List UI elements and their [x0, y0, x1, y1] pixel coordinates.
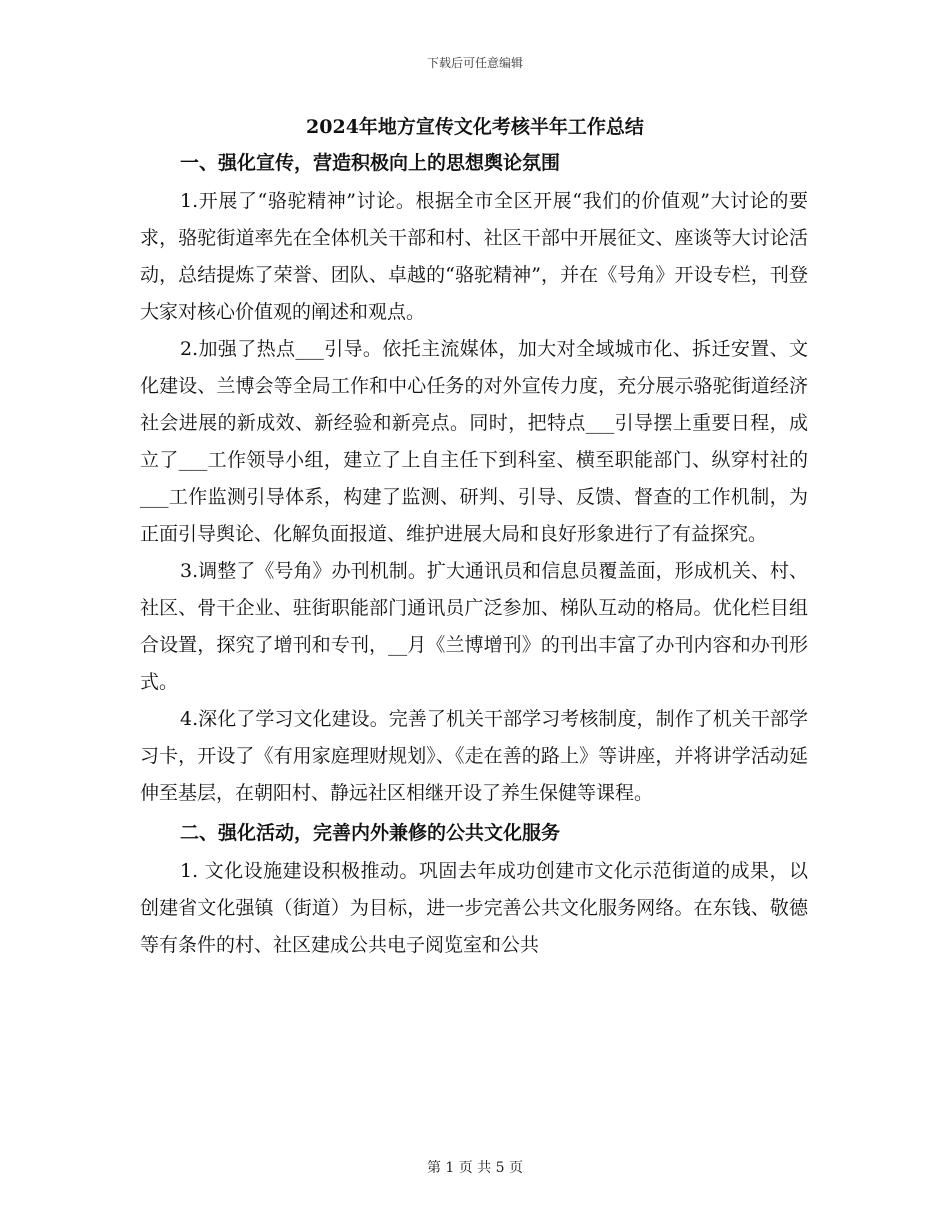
page-number: 第 1 页 共 5 页: [426, 1160, 524, 1176]
document-body: [140, 146, 808, 964]
paragraph: 1.开展了“骆驼精神”讨论。根据全市全区开展“我们的价值观”大讨论的要求，骆驼街道率先在全体机关干部和村、社区干部中开展征文、座谈等大讨论活动，总结提炼了荣誉、团队、卓越的“骆驼精神”，并在《号角》开设专栏，刊登大家对核心价值观的阐述和观点。: [140, 190, 808, 323]
paragraph: 3.调整了《号角》办刊机制。扩大通讯员和信息员覆盖面，形成机关、村、社区、骨干企业、驻街职能部门通讯员广泛参加、梯队互动的格局。优化栏目组合设置，探究了增刊和专刊，__月《兰博增刊》的刊出丰富了办刊内容和办刊形式。: [140, 560, 808, 693]
section-1: [140, 146, 808, 812]
section-heading: 二、强化活动，完善内外兼修的公共文化服务: [180, 822, 561, 844]
paragraph: 2.加强了热点___引导。依托主流媒体，加大对全域城市化、拆迁安置、文化建设、兰博会等全局工作和中心任务的对外宣传力度，充分展示骆驼街道经济社会进展的新成效、新经验和新亮点。同时，把特点___引导摆上重要日程，成立了___工作领导小组，建立了上自主任下到科室、横至职能部门、纵穿村社的___工作监测引导体系，构建了监测、研判、引导、反馈、督查的工作机制，为正面引导舆论、化解负面报道、维护进展大局和良好形象进行了有益探究。: [140, 338, 808, 545]
paragraph: 4.深化了学习文化建设。完善了机关干部学习考核制度，制作了机关干部学习卡，开设了《有用家庭理财规划》、《走在善的路上》等讲座，并将讲学活动延伸至基层，在朝阳村、静远社区相继开设了养生保健等课程。: [140, 708, 808, 804]
section-2: [140, 816, 808, 964]
document-title: 2024年地方宣传文化考核半年工作总结: [306, 116, 644, 138]
section-heading: 一、强化宣传，营造积极向上的思想舆论氛围: [180, 152, 561, 174]
header-note: 下载后可任意编辑: [426, 56, 523, 70]
paragraph: 1. 文化设施建设积极推动。巩固去年成功创建市文化示范街道的成果，以创建省文化强镇（街道）为目标，进一步完善公共文化服务网络。在东钱、敬德等有条件的村、社区建成公共电子阅览室和公共: [140, 860, 808, 956]
